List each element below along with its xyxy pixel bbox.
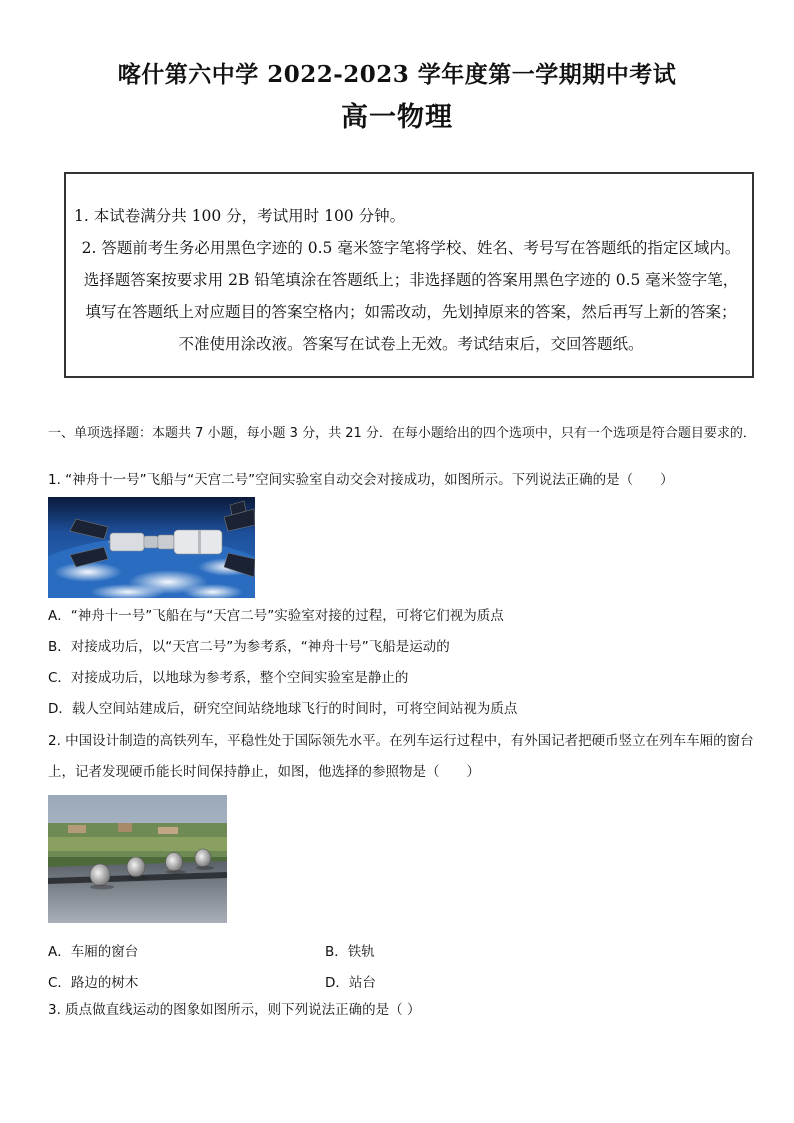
- docking-photo: [48, 497, 255, 598]
- question-1-stem: 1. “神舟十一号”飞船与“天宫二号”空间实验室自动交会对接成功，如图所示。下列说法正确的是（ ）: [48, 472, 674, 488]
- section-heading: 一、单项选择题：本题共 7 小题，每小题 3 分，共 21 分．在每小题给出的四个选项中，只有一个选项是符合题目要求的．: [48, 426, 756, 441]
- q1-option-d: D．载人空间站建成后，研究空间站绕地球飞行的时间时，可将空间站视为质点: [48, 701, 518, 717]
- q1-option-a: A．“神舟十一号”飞船在与“天宫二号”实验室对接的过程，可将它们视为质点: [48, 608, 504, 624]
- notice-line-1: 1. 本试卷满分共 100 分，考试用时 100 分钟。: [74, 207, 406, 225]
- q2-option-c: C．路边的树木: [48, 975, 139, 991]
- question-2-stem: 2. 中国设计制造的高铁列车，平稳性处于国际领先水平。在列车运行过程中，有外国记者把硬币竖立在列车车厢的窗台上，记者发现硬币能长时间保持静止，如图，他选择的参照物是（ ）: [48, 733, 754, 780]
- q1-option-b: B．对接成功后，以“天宫二号”为参考系，“神舟十号”飞船是运动的: [48, 639, 450, 655]
- q2-option-b: B．铁轨: [325, 944, 375, 960]
- q2-option-d: D．站台: [325, 975, 376, 991]
- exam-title: 喀什第六中学 2022-2023 学年度第一学期期中考试: [117, 61, 677, 88]
- docking-illustration: [48, 497, 255, 598]
- subject-title: 高一物理: [341, 102, 453, 133]
- question-3-stem: 3. 质点做直线运动的图象如图所示，则下列说法正确的是（ ）: [48, 1002, 421, 1018]
- q2-option-a: A．车厢的窗台: [48, 944, 139, 960]
- notice-line-2: 2. 答题前考生务必用黑色字迹的 0.5 毫米签字笔将学校、姓名、考号写在答题纸的指定区域内。选择题答案按要求用 2B 铅笔填涂在答题纸上；非选择题的答案用黑色字迹的 0.5 毫米签字笔，填写在答题纸上对应题目的答案空格内；如需改动，先划掉原来的答案，然后再写上新的答案；不准使用涂改液。答案写在试卷上无效。考试结束后，交回答题纸。: [81, 239, 741, 353]
- q1-option-c: C．对接成功后，以地球为参考系，整个空间实验室是静止的: [48, 670, 409, 686]
- notice-box: [64, 172, 754, 378]
- coins-photo: [48, 795, 227, 923]
- coins-illustration: [48, 795, 227, 923]
